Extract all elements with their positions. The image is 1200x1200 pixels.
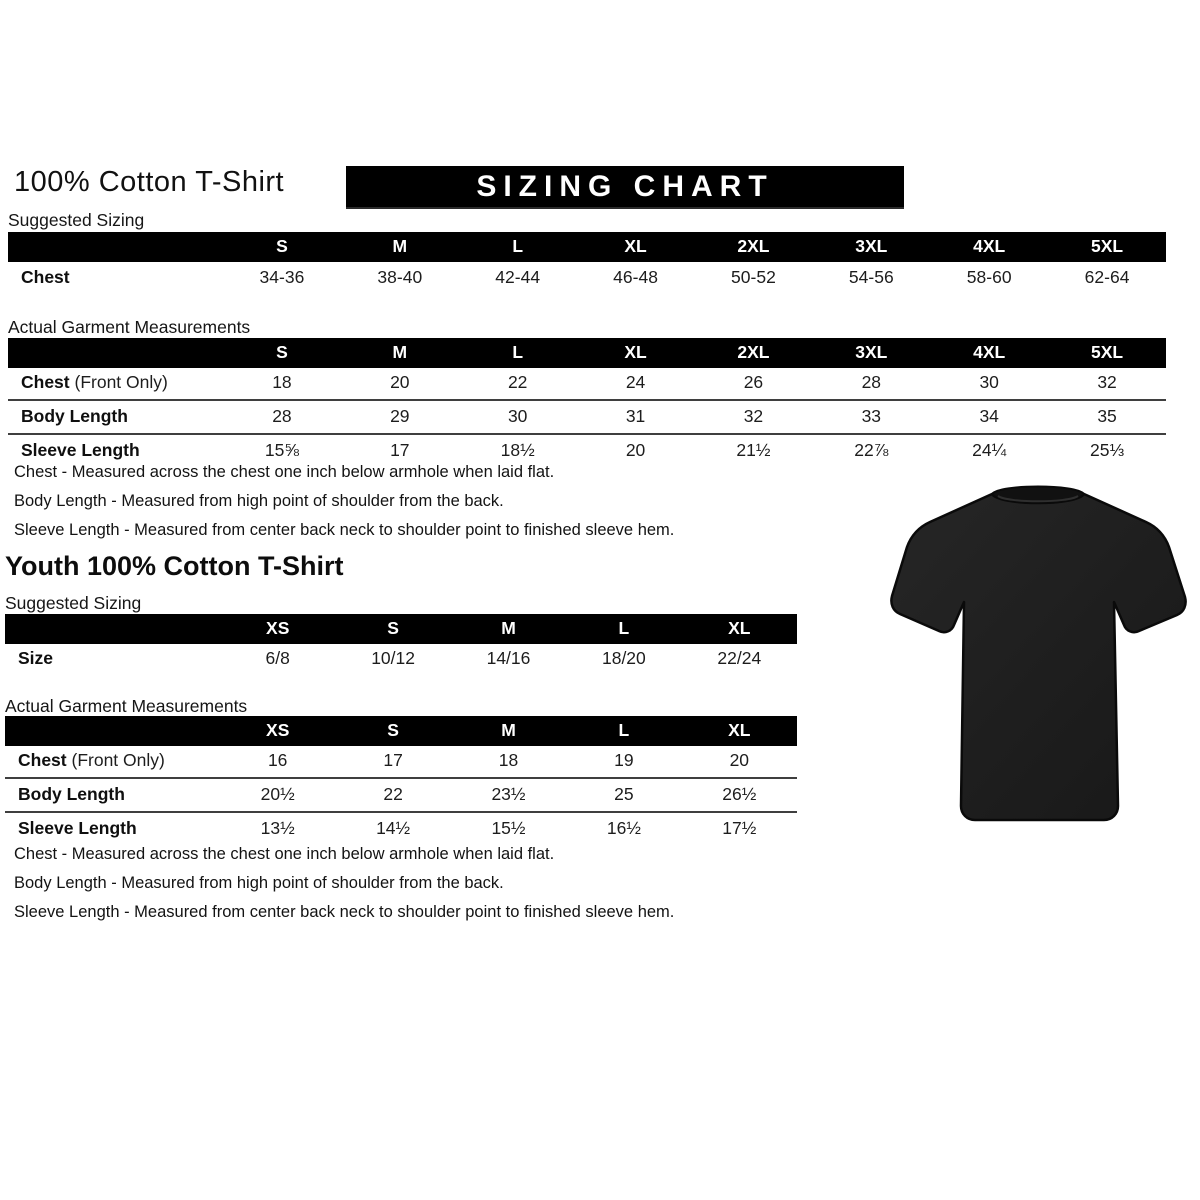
table-cell: 23½ bbox=[491, 784, 526, 804]
table-cell: 17 bbox=[383, 750, 403, 770]
table-cell: 22 bbox=[507, 372, 528, 392]
size-column-header: S bbox=[387, 720, 399, 740]
youth-section-title: Youth 100% Cotton T-Shirt bbox=[5, 551, 344, 581]
adult-actual-measurements-label: Actual Garment Measurements bbox=[8, 317, 251, 337]
table-cell: 18 bbox=[272, 372, 292, 392]
table-cell: 20 bbox=[390, 372, 410, 392]
size-column-header: M bbox=[501, 720, 516, 740]
youth-measurement-notes bbox=[14, 845, 674, 932]
note-chest: Chest - Measured across the chest one inch below armhole when laid flat. bbox=[14, 463, 555, 481]
size-column-header: M bbox=[501, 618, 516, 638]
row-label: Sleeve Length bbox=[21, 440, 140, 460]
size-column-header: L bbox=[618, 618, 630, 638]
size-column-header: L bbox=[512, 236, 524, 256]
size-column-header: 3XL bbox=[855, 342, 888, 362]
table-cell: 34 bbox=[979, 406, 999, 426]
note-sleeve-length: Sleeve Length - Measured from center back neck to shoulder point to finished sleeve hem. bbox=[14, 521, 675, 539]
youth-actual-table-header bbox=[5, 716, 797, 746]
table-cell: 29 bbox=[390, 406, 410, 426]
corner-cell bbox=[8, 232, 223, 262]
adult-actual-table-header bbox=[8, 338, 1166, 368]
table-cell: 14/16 bbox=[486, 648, 531, 668]
table-cell: 20 bbox=[729, 750, 750, 770]
table-cell: 10/12 bbox=[371, 648, 415, 668]
size-column-header: M bbox=[392, 342, 408, 362]
table-cell: 26 bbox=[743, 372, 764, 392]
table-cell: 30 bbox=[979, 372, 999, 392]
adult-chest-row bbox=[8, 367, 1166, 401]
note-body-length: Body Length - Measured from high point of shoulder from the back. bbox=[14, 874, 504, 892]
corner-cell bbox=[5, 614, 220, 644]
table-cell: 46-48 bbox=[613, 267, 658, 287]
youth-suggested-table-header bbox=[5, 614, 797, 644]
size-column-header: 2XL bbox=[737, 342, 770, 362]
table-cell: 32 bbox=[743, 406, 764, 426]
adult-suggested-chest-row bbox=[8, 262, 1166, 294]
adult-body-length-row bbox=[8, 401, 1166, 435]
black-tshirt-image bbox=[888, 476, 1188, 828]
table-cell: 13½ bbox=[260, 818, 295, 838]
row-label: Size bbox=[18, 648, 54, 668]
size-column-header: XL bbox=[624, 342, 647, 362]
table-cell: 22⅞ bbox=[854, 440, 889, 460]
size-column-header: S bbox=[276, 342, 288, 362]
table-cell: 21½ bbox=[736, 440, 771, 460]
youth-actual-measurements-label: Actual Garment Measurements bbox=[5, 696, 248, 716]
table-cell: 14½ bbox=[376, 818, 411, 838]
table-cell: 18 bbox=[498, 750, 519, 770]
row-label: Chest bbox=[18, 750, 67, 770]
row-label: Chest bbox=[21, 372, 70, 392]
youth-sleeve-length-row bbox=[5, 813, 797, 845]
adult-suggested-sizing-label: Suggested Sizing bbox=[8, 210, 145, 230]
table-cell: 62-64 bbox=[1084, 267, 1130, 287]
youth-chest-row bbox=[5, 745, 797, 779]
table-cell: 20 bbox=[625, 440, 646, 460]
table-cell: 54-56 bbox=[848, 267, 894, 287]
size-column-header: L bbox=[512, 342, 524, 362]
table-cell: 38-40 bbox=[377, 267, 423, 287]
youth-actual-table-body bbox=[5, 745, 797, 845]
table-cell: 35 bbox=[1097, 406, 1117, 426]
row-label-suffix: (Front Only) bbox=[66, 750, 165, 770]
table-cell: 33 bbox=[861, 406, 882, 426]
table-cell: 28 bbox=[861, 372, 882, 392]
size-column-header: S bbox=[387, 618, 399, 638]
row-label-suffix: (Front Only) bbox=[69, 372, 168, 392]
page-title: 100% Cotton T-Shirt bbox=[14, 166, 285, 198]
table-cell: 22/24 bbox=[717, 648, 762, 668]
table-cell: 30 bbox=[507, 406, 528, 426]
table-cell: 15½ bbox=[491, 818, 526, 838]
table-cell: 28 bbox=[272, 406, 292, 426]
adult-suggested-table-header bbox=[8, 232, 1166, 262]
sizing-chart-banner bbox=[346, 166, 904, 207]
size-column-header: M bbox=[392, 236, 408, 256]
size-column-header: XL bbox=[728, 720, 751, 740]
note-chest: Chest - Measured across the chest one inch below armhole when laid flat. bbox=[14, 845, 555, 863]
table-cell: 16 bbox=[267, 750, 288, 770]
table-cell: 15⅝ bbox=[264, 440, 299, 460]
table-cell: 17½ bbox=[722, 818, 757, 838]
size-column-header: XL bbox=[728, 618, 751, 638]
table-cell: 50-52 bbox=[731, 267, 776, 287]
table-cell: 18/20 bbox=[601, 648, 646, 668]
row-label: Body Length bbox=[21, 406, 128, 426]
table-cell: 32 bbox=[1097, 372, 1117, 392]
adult-measurement-notes bbox=[14, 463, 674, 550]
corner-cell bbox=[8, 338, 223, 368]
table-cell: 25 bbox=[614, 784, 634, 804]
table-cell: 26½ bbox=[722, 784, 757, 804]
size-column-header: 2XL bbox=[737, 236, 770, 256]
table-cell: 18½ bbox=[500, 440, 535, 460]
corner-cell bbox=[5, 716, 220, 746]
table-cell: 34-36 bbox=[259, 267, 305, 287]
tshirt-graphic bbox=[888, 476, 1188, 828]
size-column-header: 3XL bbox=[855, 236, 888, 256]
row-label: Body Length bbox=[18, 784, 125, 804]
table-cell: 58-60 bbox=[966, 267, 1012, 287]
row-label: Chest bbox=[21, 267, 70, 287]
note-body-length: Body Length - Measured from high point of shoulder from the back. bbox=[14, 492, 504, 510]
sizing-chart-banner-label: SIZING CHART bbox=[476, 169, 774, 203]
size-column-header: 4XL bbox=[973, 236, 1006, 256]
table-cell: 19 bbox=[614, 750, 634, 770]
youth-suggested-sizing-label: Suggested Sizing bbox=[5, 593, 142, 613]
row-label: Sleeve Length bbox=[18, 818, 137, 838]
table-cell: 31 bbox=[625, 406, 646, 426]
table-cell: 42-44 bbox=[495, 267, 541, 287]
table-cell: 24 bbox=[625, 372, 646, 392]
size-column-header: 4XL bbox=[973, 342, 1006, 362]
adult-actual-table-body bbox=[8, 367, 1166, 467]
youth-body-length-row bbox=[5, 779, 797, 813]
size-column-header: XS bbox=[266, 720, 290, 740]
table-cell: 24¼ bbox=[972, 440, 1007, 460]
size-column-header: 5XL bbox=[1091, 236, 1124, 256]
table-cell: 22 bbox=[383, 784, 403, 804]
size-column-header: 5XL bbox=[1091, 342, 1124, 362]
table-cell: 17 bbox=[390, 440, 410, 460]
size-column-header: XS bbox=[266, 618, 290, 638]
size-column-header: L bbox=[618, 720, 630, 740]
table-cell: 16½ bbox=[606, 818, 641, 838]
youth-size-row bbox=[5, 643, 797, 675]
table-cell: 20½ bbox=[260, 784, 295, 804]
table-cell: 25⅓ bbox=[1090, 440, 1125, 460]
size-column-header: S bbox=[276, 236, 288, 256]
size-column-header: XL bbox=[624, 236, 647, 256]
note-sleeve-length: Sleeve Length - Measured from center back neck to shoulder point to finished sleeve hem. bbox=[14, 903, 675, 921]
table-cell: 6/8 bbox=[265, 648, 290, 668]
